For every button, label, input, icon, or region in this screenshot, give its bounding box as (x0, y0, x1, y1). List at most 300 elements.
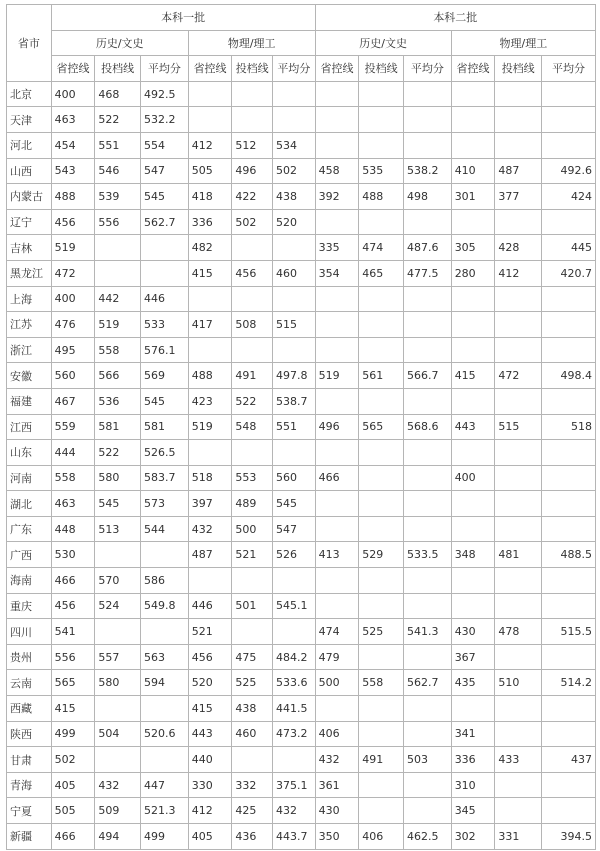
score-cell: 580 (95, 670, 141, 696)
score-cell (451, 388, 495, 414)
score-cell: 583.7 (141, 465, 189, 491)
table-row (7, 491, 596, 517)
score-cell: 335 (315, 235, 359, 261)
score-cell (359, 696, 404, 722)
score-cell: 545 (95, 491, 141, 517)
score-cell: 545 (141, 184, 189, 210)
score-cell (273, 619, 316, 645)
score-cell (188, 337, 232, 363)
score-cell: 463 (51, 491, 95, 517)
score-cell (403, 491, 451, 517)
score-cell: 545 (273, 491, 316, 517)
score-cell: 522 (95, 107, 141, 133)
score-cell (542, 286, 596, 312)
score-cell: 448 (51, 516, 95, 542)
score-cell: 524 (95, 593, 141, 619)
score-cell: 521 (188, 619, 232, 645)
score-cell: 430 (315, 798, 359, 824)
score-cell: 406 (315, 721, 359, 747)
score-cell: 487 (188, 542, 232, 568)
score-cell: 345 (451, 798, 495, 824)
score-cell: 505 (188, 158, 232, 184)
score-cell: 560 (273, 465, 316, 491)
table-row (7, 158, 596, 184)
score-cell (315, 209, 359, 235)
score-cell: 532.2 (141, 107, 189, 133)
header-col: 省控线 (451, 56, 495, 82)
score-cell (188, 440, 232, 466)
score-cell: 468 (95, 81, 141, 107)
score-cell: 521.3 (141, 798, 189, 824)
score-cell (359, 312, 404, 338)
score-cell (495, 286, 542, 312)
score-cell: 573 (141, 491, 189, 517)
score-cell: 553 (232, 465, 273, 491)
score-cell: 442 (95, 286, 141, 312)
header-batch1: 本科一批 (51, 5, 315, 31)
score-cell: 522 (232, 388, 273, 414)
score-cell: 558 (51, 465, 95, 491)
score-cell: 520.6 (141, 721, 189, 747)
score-cell: 581 (95, 414, 141, 440)
province-cell: 天津 (7, 107, 52, 133)
province-cell: 云南 (7, 670, 52, 696)
score-cell: 500 (232, 516, 273, 542)
score-cell: 435 (451, 670, 495, 696)
score-cell (495, 568, 542, 594)
score-cell (359, 593, 404, 619)
score-cell (403, 516, 451, 542)
score-cell: 425 (232, 798, 273, 824)
header-col: 平均分 (403, 56, 451, 82)
score-cell (359, 516, 404, 542)
score-cell (273, 337, 316, 363)
score-cell: 509 (95, 798, 141, 824)
score-cell: 541 (51, 619, 95, 645)
score-cell: 502 (273, 158, 316, 184)
score-cell (141, 235, 189, 261)
header-batch2: 本科二批 (315, 5, 595, 31)
score-cell (403, 337, 451, 363)
score-cell: 475 (232, 644, 273, 670)
score-cell: 519 (188, 414, 232, 440)
score-cell (359, 772, 404, 798)
score-cell (542, 568, 596, 594)
score-cell (451, 491, 495, 517)
score-cell: 492.6 (542, 158, 596, 184)
score-cell: 556 (95, 209, 141, 235)
table-row (7, 619, 596, 645)
score-cell: 418 (188, 184, 232, 210)
score-cell: 377 (495, 184, 542, 210)
score-cell: 491 (232, 363, 273, 389)
score-cell (495, 798, 542, 824)
table-row (7, 235, 596, 261)
score-cell: 412 (495, 260, 542, 286)
score-cell (315, 132, 359, 158)
score-cell: 515 (273, 312, 316, 338)
score-cell: 332 (232, 772, 273, 798)
score-cell (232, 440, 273, 466)
score-cell: 443 (451, 414, 495, 440)
score-cell (232, 568, 273, 594)
score-cell: 456 (188, 644, 232, 670)
score-cell: 565 (359, 414, 404, 440)
score-cell: 463 (51, 107, 95, 133)
score-cell: 430 (451, 619, 495, 645)
province-cell: 四川 (7, 619, 52, 645)
score-cell: 310 (451, 772, 495, 798)
score-cell (495, 696, 542, 722)
score-cell (273, 440, 316, 466)
score-cell: 510 (495, 670, 542, 696)
score-cell: 424 (542, 184, 596, 210)
province-cell: 海南 (7, 568, 52, 594)
score-cell (273, 235, 316, 261)
score-cell: 548 (232, 414, 273, 440)
score-cell (542, 721, 596, 747)
score-cell: 520 (273, 209, 316, 235)
score-cell: 558 (95, 337, 141, 363)
score-cell (95, 747, 141, 773)
score-cell (495, 388, 542, 414)
score-cell: 336 (451, 747, 495, 773)
score-cell (495, 772, 542, 798)
score-cell: 477.5 (403, 260, 451, 286)
score-cell (315, 440, 359, 466)
score-cell: 586 (141, 568, 189, 594)
score-cell: 481 (495, 542, 542, 568)
score-cell: 594 (141, 670, 189, 696)
score-cell: 519 (51, 235, 95, 261)
score-cell (232, 337, 273, 363)
header-col: 省控线 (315, 56, 359, 82)
score-cell (315, 593, 359, 619)
score-cell (451, 440, 495, 466)
score-cell: 445 (542, 235, 596, 261)
header-row-track (7, 30, 596, 56)
score-cell: 538.2 (403, 158, 451, 184)
score-cell (315, 491, 359, 517)
score-cell: 400 (451, 465, 495, 491)
score-cell: 504 (95, 721, 141, 747)
score-cell: 549.8 (141, 593, 189, 619)
score-cell (95, 619, 141, 645)
score-cell (273, 747, 316, 773)
score-cell (542, 107, 596, 133)
score-cell (232, 81, 273, 107)
score-cell (542, 337, 596, 363)
score-cell: 515 (495, 414, 542, 440)
score-cell (95, 260, 141, 286)
score-cell (315, 516, 359, 542)
header-batch1-history: 历史/文史 (51, 30, 188, 56)
province-cell: 山西 (7, 158, 52, 184)
province-cell: 湖北 (7, 491, 52, 517)
score-cell: 415 (451, 363, 495, 389)
score-cell: 521 (232, 542, 273, 568)
score-cell (141, 747, 189, 773)
table-row (7, 388, 596, 414)
score-cell (403, 568, 451, 594)
score-cell: 473.2 (273, 721, 316, 747)
score-cell (141, 696, 189, 722)
province-cell: 陕西 (7, 721, 52, 747)
score-cell: 432 (273, 798, 316, 824)
score-cell: 412 (188, 132, 232, 158)
score-cell (403, 696, 451, 722)
province-cell: 广西 (7, 542, 52, 568)
score-cell (451, 312, 495, 338)
score-cell: 440 (188, 747, 232, 773)
score-cell (495, 132, 542, 158)
score-cell: 562.7 (141, 209, 189, 235)
table-row (7, 81, 596, 107)
score-cell (495, 107, 542, 133)
score-cell (451, 286, 495, 312)
score-cell: 496 (315, 414, 359, 440)
score-cell (542, 696, 596, 722)
score-cell (495, 81, 542, 107)
score-cell: 438 (273, 184, 316, 210)
score-cell: 498 (403, 184, 451, 210)
header-col: 平均分 (542, 56, 596, 82)
score-cell: 465 (359, 260, 404, 286)
score-cell: 432 (95, 772, 141, 798)
score-cell (95, 542, 141, 568)
province-cell: 宁夏 (7, 798, 52, 824)
table-row (7, 696, 596, 722)
score-cell (403, 644, 451, 670)
province-cell: 辽宁 (7, 209, 52, 235)
score-cell (359, 798, 404, 824)
score-cell: 497.8 (273, 363, 316, 389)
score-cell: 443 (188, 721, 232, 747)
score-cell: 519 (315, 363, 359, 389)
score-cell: 466 (51, 568, 95, 594)
score-cell (359, 209, 404, 235)
score-cell (359, 644, 404, 670)
score-cell: 576.1 (141, 337, 189, 363)
score-cell: 476 (51, 312, 95, 338)
score-cell (95, 235, 141, 261)
score-cell: 494 (95, 824, 141, 850)
table-row (7, 440, 596, 466)
score-cell: 460 (273, 260, 316, 286)
score-cell (232, 747, 273, 773)
score-cell: 341 (451, 721, 495, 747)
header-row-columns (7, 56, 596, 82)
score-cell: 496 (232, 158, 273, 184)
score-cell: 535 (359, 158, 404, 184)
score-cell: 336 (188, 209, 232, 235)
score-cell: 375.1 (273, 772, 316, 798)
table-row (7, 516, 596, 542)
score-cell: 454 (51, 132, 95, 158)
score-cell: 472 (51, 260, 95, 286)
score-cell (542, 132, 596, 158)
score-cell: 400 (51, 81, 95, 107)
score-cell (359, 337, 404, 363)
score-cell (315, 81, 359, 107)
score-cell (315, 312, 359, 338)
score-cell: 447 (141, 772, 189, 798)
score-cell: 546 (95, 158, 141, 184)
score-cell (451, 107, 495, 133)
score-cell (403, 81, 451, 107)
score-cell: 488 (359, 184, 404, 210)
score-cell: 487 (495, 158, 542, 184)
score-cell: 566.7 (403, 363, 451, 389)
score-cell: 446 (188, 593, 232, 619)
score-cell (359, 568, 404, 594)
score-cell: 415 (188, 696, 232, 722)
score-cell: 474 (359, 235, 404, 261)
score-cell (403, 209, 451, 235)
score-cell (542, 491, 596, 517)
province-cell: 西藏 (7, 696, 52, 722)
header-col: 平均分 (141, 56, 189, 82)
header-col: 投档线 (232, 56, 273, 82)
score-cell (495, 721, 542, 747)
province-cell: 甘肃 (7, 747, 52, 773)
province-cell: 山东 (7, 440, 52, 466)
province-cell: 新疆 (7, 824, 52, 850)
header-col: 省控线 (51, 56, 95, 82)
score-cell (542, 312, 596, 338)
score-cell (315, 388, 359, 414)
score-cell: 522 (95, 440, 141, 466)
table-row (7, 542, 596, 568)
score-cell (403, 465, 451, 491)
score-cell: 330 (188, 772, 232, 798)
table-row (7, 337, 596, 363)
score-cell: 400 (51, 286, 95, 312)
score-cell: 413 (315, 542, 359, 568)
header-col: 投档线 (495, 56, 542, 82)
score-cell (141, 260, 189, 286)
score-cell: 444 (51, 440, 95, 466)
score-cell: 280 (451, 260, 495, 286)
score-cell: 570 (95, 568, 141, 594)
score-table (6, 4, 596, 850)
province-cell: 安徽 (7, 363, 52, 389)
score-cell (273, 286, 316, 312)
score-cell (273, 107, 316, 133)
score-cell: 505 (51, 798, 95, 824)
score-cell: 446 (141, 286, 189, 312)
score-cell: 482 (188, 235, 232, 261)
score-cell (188, 107, 232, 133)
score-cell (495, 644, 542, 670)
score-cell: 478 (495, 619, 542, 645)
score-cell: 394.5 (542, 824, 596, 850)
score-cell: 350 (315, 824, 359, 850)
score-cell (359, 721, 404, 747)
score-cell: 513 (95, 516, 141, 542)
score-cell (451, 516, 495, 542)
province-cell: 江西 (7, 414, 52, 440)
score-cell (315, 107, 359, 133)
score-cell (451, 593, 495, 619)
table-row (7, 260, 596, 286)
score-cell: 462.5 (403, 824, 451, 850)
score-cell: 412 (188, 798, 232, 824)
score-cell: 545 (141, 388, 189, 414)
score-cell: 518 (188, 465, 232, 491)
header-batch2-history: 历史/文史 (315, 30, 451, 56)
score-cell: 515.5 (542, 619, 596, 645)
score-cell (542, 593, 596, 619)
score-cell (495, 593, 542, 619)
score-cell: 443.7 (273, 824, 316, 850)
score-cell (359, 388, 404, 414)
score-cell (403, 772, 451, 798)
score-cell: 432 (188, 516, 232, 542)
score-cell: 499 (51, 721, 95, 747)
province-cell: 福建 (7, 388, 52, 414)
score-cell: 405 (188, 824, 232, 850)
score-cell (495, 440, 542, 466)
score-cell (403, 593, 451, 619)
score-cell: 495 (51, 337, 95, 363)
score-cell (403, 721, 451, 747)
score-cell: 568.6 (403, 414, 451, 440)
score-cell: 560 (51, 363, 95, 389)
score-cell: 541.3 (403, 619, 451, 645)
score-cell: 514.2 (542, 670, 596, 696)
header-col: 省控线 (188, 56, 232, 82)
header-province: 省市 (7, 5, 52, 82)
table-row (7, 824, 596, 850)
score-cell: 466 (51, 824, 95, 850)
score-cell (403, 798, 451, 824)
score-cell (188, 568, 232, 594)
score-cell (542, 644, 596, 670)
score-cell: 423 (188, 388, 232, 414)
score-cell (542, 465, 596, 491)
score-cell: 456 (51, 209, 95, 235)
score-cell (359, 286, 404, 312)
score-cell: 302 (451, 824, 495, 850)
province-cell: 青海 (7, 772, 52, 798)
score-cell (403, 286, 451, 312)
score-cell (232, 235, 273, 261)
score-cell: 501 (232, 593, 273, 619)
score-cell: 559 (51, 414, 95, 440)
score-cell: 392 (315, 184, 359, 210)
score-cell: 466 (315, 465, 359, 491)
score-cell: 562.7 (403, 670, 451, 696)
score-cell (542, 209, 596, 235)
score-cell (451, 568, 495, 594)
table-row (7, 644, 596, 670)
header-col: 投档线 (95, 56, 141, 82)
province-cell: 河南 (7, 465, 52, 491)
table-row (7, 568, 596, 594)
table-row (7, 184, 596, 210)
score-cell (403, 107, 451, 133)
score-cell: 544 (141, 516, 189, 542)
header-col: 投档线 (359, 56, 404, 82)
score-cell: 569 (141, 363, 189, 389)
score-cell: 474 (315, 619, 359, 645)
score-cell (315, 568, 359, 594)
score-cell (542, 388, 596, 414)
table-row (7, 798, 596, 824)
score-cell (495, 465, 542, 491)
province-cell: 重庆 (7, 593, 52, 619)
